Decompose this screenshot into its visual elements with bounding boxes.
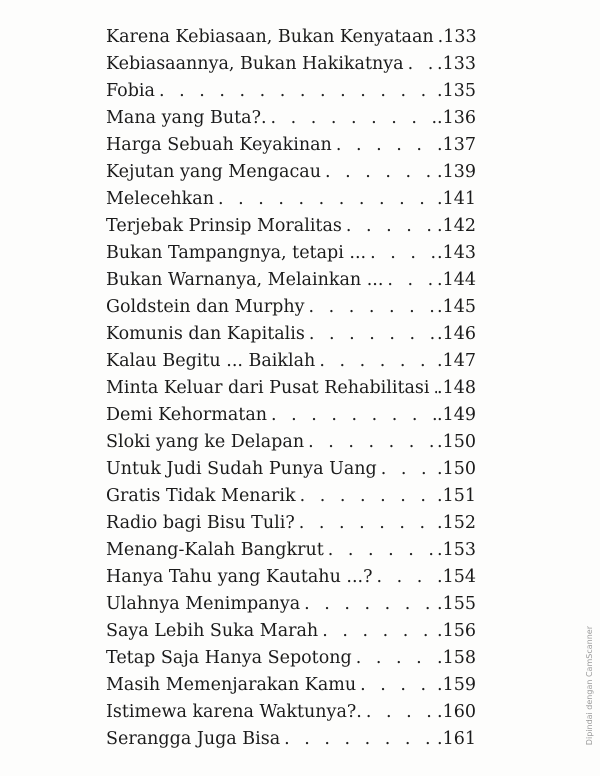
toc-entry bbox=[106, 375, 476, 402]
dot-leader bbox=[305, 321, 437, 348]
dot-leader bbox=[267, 402, 437, 429]
dot-leader bbox=[214, 186, 437, 213]
toc-entry-page: .148 bbox=[437, 378, 476, 398]
toc-entry bbox=[106, 78, 476, 105]
watermark-text: Dipindai dengan CamScanner bbox=[584, 626, 594, 746]
toc-entry-title: Kalau Begitu ... Baiklah bbox=[106, 351, 316, 371]
toc-entry-title: Bukan Tampangnya, tetapi ... bbox=[106, 243, 367, 263]
toc-entry-page: .147 bbox=[437, 351, 476, 371]
dot-leader bbox=[324, 537, 437, 564]
dot-leader bbox=[362, 699, 437, 726]
toc-entry bbox=[106, 105, 476, 132]
toc-entry bbox=[106, 429, 476, 456]
toc-entry-page: .153 bbox=[437, 540, 476, 560]
toc-entry-title: Goldstein dan Murphy bbox=[106, 297, 305, 317]
toc-entry-title: Minta Keluar dari Pusat Rehabilitasi bbox=[106, 378, 430, 398]
toc-entry bbox=[106, 240, 476, 267]
toc-entry-title: Kebiasaannya, Bukan Hakikatnya bbox=[106, 54, 404, 74]
toc-entry bbox=[106, 456, 476, 483]
toc-entry-title: Karena Kebiasaan, Bukan Kenyataan bbox=[106, 27, 434, 47]
toc-entry-page: .133 bbox=[437, 54, 476, 74]
dot-leader bbox=[304, 429, 437, 456]
dot-leader bbox=[300, 591, 437, 618]
toc-entry-title: Tetap Saja Hanya Sepotong bbox=[106, 648, 352, 668]
dot-leader bbox=[296, 483, 437, 510]
dot-leader bbox=[332, 132, 437, 159]
toc-entry-page: .141 bbox=[437, 189, 476, 209]
toc-entry-title: Terjebak Prinsip Moralitas bbox=[106, 216, 342, 236]
toc-entry-page: .158 bbox=[437, 648, 476, 668]
toc-entry-page: .144 bbox=[437, 270, 476, 290]
toc-entry bbox=[106, 213, 476, 240]
toc-entry-page: .159 bbox=[437, 675, 476, 695]
dot-leader bbox=[377, 456, 437, 483]
toc-entry-page: .135 bbox=[437, 81, 476, 101]
dot-leader bbox=[295, 510, 437, 537]
toc-entry-title: Harga Sebuah Keyakinan bbox=[106, 135, 332, 155]
toc-entry-title: Komunis dan Kapitalis bbox=[106, 324, 305, 344]
toc-entry bbox=[106, 564, 476, 591]
toc-entry-page: .151 bbox=[437, 486, 476, 506]
toc-entry bbox=[106, 402, 476, 429]
toc-entry-title: Menang-Kalah Bangkrut bbox=[106, 540, 324, 560]
toc-entry bbox=[106, 24, 476, 51]
toc-entry-title: Saya Lebih Suka Marah bbox=[106, 621, 319, 641]
toc-entry bbox=[106, 348, 476, 375]
toc-entry bbox=[106, 591, 476, 618]
dot-leader bbox=[318, 618, 437, 645]
toc-entry-title: Ulahnya Menimpanya bbox=[106, 594, 301, 614]
toc-entry-title: Mana yang Buta?. bbox=[106, 108, 267, 128]
dot-leader bbox=[280, 726, 437, 753]
dot-leader bbox=[352, 645, 437, 672]
toc-entry bbox=[106, 267, 476, 294]
toc-entry-page: .143 bbox=[437, 243, 476, 263]
toc-entry-page: .133 bbox=[437, 27, 477, 47]
toc-entry bbox=[106, 132, 476, 159]
toc-entry bbox=[106, 186, 476, 213]
dot-leader bbox=[321, 159, 437, 186]
toc-entry bbox=[106, 618, 476, 645]
toc-entry-title: Demi Kehormatan bbox=[106, 405, 268, 425]
toc-entry-page: .161 bbox=[437, 729, 476, 749]
toc-entry-page: .142 bbox=[437, 216, 476, 236]
toc-entry bbox=[106, 699, 476, 726]
dot-leader bbox=[315, 348, 437, 375]
toc-entry-title: Melecehkan bbox=[106, 189, 214, 209]
toc-entry-title: Gratis Tidak Menarik bbox=[106, 486, 296, 506]
toc-entry-page: .139 bbox=[437, 162, 476, 182]
scanner-watermark bbox=[582, 596, 596, 776]
dot-leader bbox=[383, 267, 437, 294]
toc-entry-title: Sloki yang ke Delapan bbox=[106, 432, 305, 452]
toc-entry-page: .149 bbox=[437, 405, 476, 425]
toc-entry bbox=[106, 645, 476, 672]
dot-leader bbox=[404, 51, 437, 78]
dot-leader bbox=[342, 213, 437, 240]
toc-entry-page: .156 bbox=[437, 621, 476, 641]
toc-entry-page: .152 bbox=[437, 513, 476, 533]
toc-entry-page: .145 bbox=[437, 297, 476, 317]
toc-entry-title: Kejutan yang Mengacau bbox=[106, 162, 321, 182]
toc-entry-page: .137 bbox=[437, 135, 476, 155]
dot-leader bbox=[267, 105, 438, 132]
dot-leader bbox=[366, 240, 437, 267]
dot-leader bbox=[430, 375, 438, 402]
toc-entry bbox=[106, 483, 476, 510]
toc-entry-title: Serangga Juga Bisa bbox=[106, 729, 281, 749]
toc-entry-title: Hanya Tahu yang Kautahu ...? bbox=[106, 567, 373, 587]
dot-leader bbox=[155, 78, 437, 105]
toc-entry-page: .154 bbox=[437, 567, 476, 587]
toc-entry bbox=[106, 321, 476, 348]
toc-entry bbox=[106, 726, 476, 753]
toc-entry bbox=[106, 537, 476, 564]
toc-entry bbox=[106, 510, 476, 537]
toc-entry-title: Masih Memenjarakan Kamu bbox=[106, 675, 357, 695]
toc-entry bbox=[106, 159, 476, 186]
toc-entry-page: .150 bbox=[437, 432, 476, 452]
toc-entry-title: Istimewa karena Waktunya?. bbox=[106, 702, 362, 722]
toc-entry-page: .136 bbox=[437, 108, 476, 128]
toc-entry-title: Untuk Judi Sudah Punya Uang bbox=[106, 459, 377, 479]
toc-entry bbox=[106, 294, 476, 321]
toc-entry bbox=[106, 672, 476, 699]
toc-entry-page: .160 bbox=[437, 702, 476, 722]
toc-entry-title: Radio bagi Bisu Tuli? bbox=[106, 513, 295, 533]
dot-leader bbox=[356, 672, 437, 699]
toc-entry-title: Fobia bbox=[106, 81, 155, 101]
toc-entry-page: .155 bbox=[437, 594, 476, 614]
dot-leader bbox=[372, 564, 437, 591]
toc-entry bbox=[106, 51, 476, 78]
toc-entry-title: Bukan Warnanya, Melainkan ... bbox=[106, 270, 384, 290]
dot-leader bbox=[305, 294, 438, 321]
toc-entry-page: .150 bbox=[437, 459, 476, 479]
toc-entry-page: .146 bbox=[437, 324, 476, 344]
